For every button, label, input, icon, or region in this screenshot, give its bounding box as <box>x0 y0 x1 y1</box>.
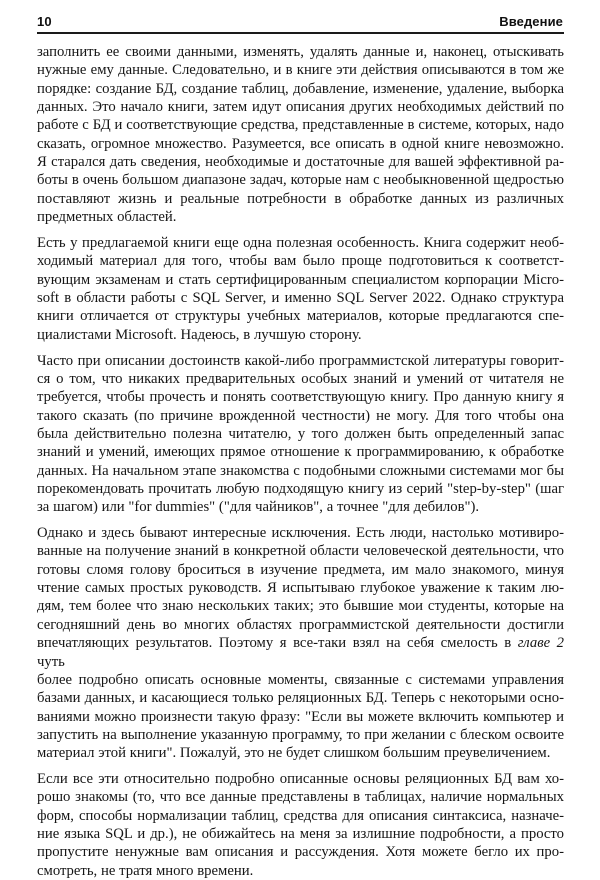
header-rule-divider <box>37 32 564 34</box>
text-line: сегодняшний день во многих областях программистской деятельности достигли <box>37 616 564 633</box>
text-line: материал этой книги". Пожалуй, это не будет слишком большим преувеличением. <box>37 745 551 762</box>
page-header <box>36 14 564 38</box>
text-line: предметных областей. <box>37 209 177 226</box>
text-line: Есть у предлагаемой книги еще одна полезная особенность. Книга содержит необ- <box>37 234 564 251</box>
text-line: сказать, огромное множество. Разумеется, все описать в одной книге невозможно. <box>37 135 564 152</box>
text-line: боты в очень большом диапазоне задач, которые нам с необыкновенной щедростью <box>37 172 564 189</box>
text-line: Я старался дать сведения, необходимые и достаточные для вашей эффективной ра- <box>37 154 564 171</box>
paragraph-3 <box>37 352 564 517</box>
text-line: Однако и здесь бывают интересные исключения. Есть люди, настолько мотивиро- <box>37 525 564 542</box>
text-line: soft в области работы с SQL Server, и именно SQL Server 2022. Однако структура <box>37 289 564 306</box>
text-line: работе с БД и соответствующие средства, представленные в системе, которых, надо <box>37 117 564 134</box>
text-line: вующим экзаменам и стать сертифицированным специалистом корпорации Micro- <box>37 271 564 288</box>
text-line: ся о том, что никаких предварительных особых знаний и умений от читателя не <box>37 370 564 387</box>
text-line: знаний и умений, имеющих прямое отношение к программированию, к обработке <box>37 444 564 461</box>
paragraph-1 <box>37 43 564 226</box>
text-line: поставляют жизнь и реальные потребности в обработке данных из различных <box>37 190 564 207</box>
chapter-reference: главе 2 <box>517 635 564 652</box>
text-line: более подробно описать основные моменты, связанные с системами управления <box>37 671 564 688</box>
text-line: книги отличается от структуры учебных материалов, которые предлагаются спе- <box>37 308 564 325</box>
text-line: за шагом) или "for dummies" ("для чайников", а точнее "для дебилов"). <box>37 499 480 516</box>
text-line: базами данных, и касающиеся только реляционных БД. Теперь с некоторыми осно- <box>37 690 564 707</box>
text-line-with-italic-ref <box>37 634 564 671</box>
text-line: запустить на выполнение указанную программу, то при желании с блеском освоите <box>37 726 564 743</box>
paragraph-2 <box>37 234 564 344</box>
text-line: ванные на получение знаний в конкретной области человеческой деятельности, что <box>37 543 564 560</box>
text-line: ние языка SQL и др.), не обижайтесь на меня за излишние подробности, а просто <box>37 826 564 843</box>
text-line: порекомендовать прочитать любую подходящую книгу из серий "step-by-step" (шаг <box>37 480 564 497</box>
text-line: такого сказать (по причине врожденной честности) не могу. Для того чтобы она <box>37 407 564 424</box>
body-text-block <box>37 43 564 880</box>
text-line: данных. На начальном этапе знакомства с подобными сложными системами мог бы <box>37 462 564 479</box>
text-line: дям, тем более что знаю нескольких таких; это бывшие мои студенты, которые на <box>37 598 564 615</box>
text-line: рошо знакомы (то, что все данные представлены в таблицах, наличие нормальных <box>37 789 564 806</box>
page-number: 10 <box>37 14 52 29</box>
text-run: чуть <box>37 653 65 670</box>
text-line: требуется, чтобы прочесть и понять соответствующую книгу. Про данную книгу я <box>37 389 564 406</box>
text-line: данных. Это начало книги, затем идут описания других необходимых действий по <box>37 99 564 116</box>
text-line: форм, способы нормализации таблиц, средства для описания синтаксиса, назначе- <box>37 807 564 824</box>
running-title: Введение <box>499 14 563 29</box>
text-line: ходимый материал для того, чтобы вам было проще подготовиться к соответст- <box>37 253 564 270</box>
text-line: циалистами Microsoft. Надеюсь, в лучшую сторону. <box>37 326 362 343</box>
paragraph-5 <box>37 770 564 880</box>
paragraph-4 <box>37 524 564 762</box>
text-line: ваниями можно произнести такую фразу: "Если вы можете включить компьютер и <box>37 708 564 725</box>
text-line: готовы сломя голову броситься в изучение предмета, им мало знакомого, минуя <box>37 561 564 578</box>
text-line: порядке: создание БД, создание таблиц, добавление, изменение, удаление, выборка <box>37 80 564 97</box>
text-line: смотреть, не тратя много времени. <box>37 862 254 879</box>
text-line: нужные ему данные. Следовательно, и в книге эти действия описываются в том же <box>37 62 564 79</box>
text-line: Часто при описании достоинств какой-либо программистской литературы говорит- <box>37 352 564 369</box>
text-line: заполнить ее своими данными, изменять, удалять данные и, наконец, отыскивать <box>37 44 564 60</box>
text-line: пропустите ненужные вам описания и рассуждения. Хотя можете бегло их про- <box>37 844 564 861</box>
text-line: чтение самых простых руководств. Я испытываю глубокое уважение к таким лю- <box>37 580 564 597</box>
text-line: была действительно полезна читателю, у того должен быть определенный запас <box>37 425 564 442</box>
text-run: впечатляющих результатов. Поэтому я все-таки взял на себя смелость в <box>37 635 518 652</box>
text-line: Если все эти относительно подробно описанные основы реляционных БД вам хо- <box>37 771 564 788</box>
